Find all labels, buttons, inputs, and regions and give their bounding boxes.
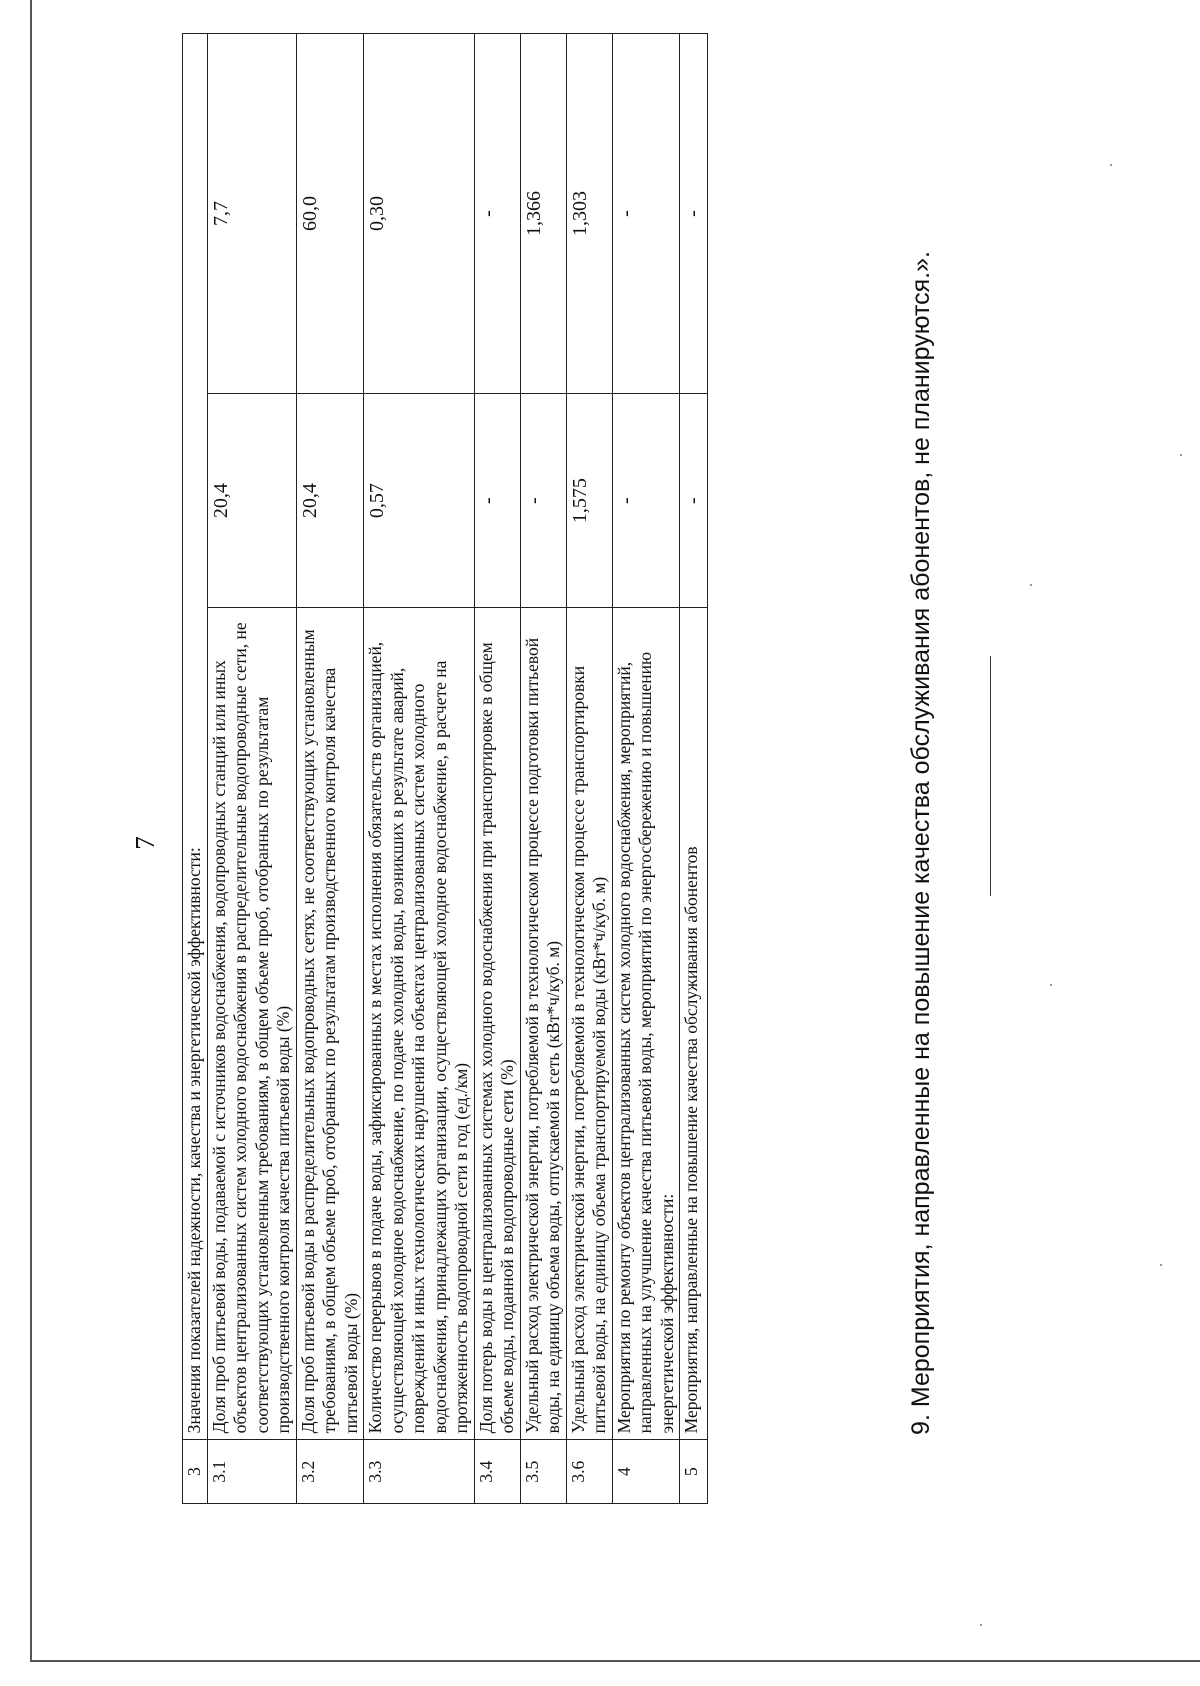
table-row bbox=[474, 34, 520, 1504]
value-cell: 1,303 bbox=[566, 34, 612, 394]
table-row bbox=[566, 34, 612, 1504]
value-cell: - bbox=[612, 393, 680, 607]
separator-line bbox=[990, 656, 991, 896]
value-cell: 20,4 bbox=[207, 393, 296, 607]
row-number: 3.2 bbox=[296, 1440, 364, 1504]
value-cell: - bbox=[680, 393, 708, 607]
row-number: 5 bbox=[680, 1440, 708, 1504]
closing-paragraph: 9. Мероприятия, направленные на повышение качества обслуживания абонентов, не планируются.». bbox=[907, 251, 935, 1435]
value-cell: 1,366 bbox=[520, 34, 566, 394]
table-row bbox=[680, 34, 708, 1504]
scan-speck bbox=[1160, 1264, 1162, 1266]
value-cell: 20,4 bbox=[296, 393, 364, 607]
value-cell: 60,0 bbox=[296, 34, 364, 394]
row-label: Доля проб питьевой воды в распределительных водопроводных сетях, не соответствующих установленным требованиям, в общем объеме проб, отобранных по результатам производственного контроля качества питьевой воды (%) bbox=[296, 608, 364, 1440]
table-row bbox=[207, 34, 296, 1504]
scan-speck bbox=[980, 1624, 982, 1626]
row-label: Доля проб питьевой воды, подаваемой с источников водоснабжения, водопроводных станций или иных объектов централизованных систем холодного водоснабжения в распределительные водопроводные сети, не соответствующих установленным требованиям, в общем объеме проб, отобранных по результатам производственного контроля качества питьевой воды (%) bbox=[207, 608, 296, 1440]
table-row bbox=[364, 34, 475, 1504]
row-number: 3.4 bbox=[474, 1440, 520, 1504]
indicators-table bbox=[182, 33, 708, 1504]
value-cell: 1,575 bbox=[566, 393, 612, 607]
row-label: Удельный расход электрической энергии, потребляемой в технологическом процессе транспортировки питьевой воды, на единицу объема транспортируемой воды (кВт*ч/куб. м) bbox=[566, 608, 612, 1440]
row-number: 4 bbox=[612, 1440, 680, 1504]
value-cell: - bbox=[680, 34, 708, 394]
value-cell: 7,7 bbox=[207, 34, 296, 394]
row-number: 3.1 bbox=[207, 1440, 296, 1504]
value-cell: - bbox=[474, 34, 520, 394]
value-cell: - bbox=[612, 34, 680, 394]
row-number: 3.6 bbox=[566, 1440, 612, 1504]
page-number: 7 bbox=[130, 836, 160, 850]
table-row bbox=[612, 34, 680, 1504]
row-label: Удельный расход электрической энергии, потребляемой в технологическом процессе подготовки питьевой воды, на единицу объема воды, отпускаемой в сеть (кВт*ч/куб. м) bbox=[520, 608, 566, 1440]
table-row bbox=[183, 34, 208, 1504]
row-label: Доля потерь воды в централизованных системах холодного водоснабжения при транспортировке в общем объеме воды, поданной в водопроводные сети (%) bbox=[474, 608, 520, 1440]
row-label: Мероприятия, направленные на повышение качества обслуживания абонентов bbox=[680, 608, 708, 1440]
value-cell: 0,30 bbox=[364, 34, 475, 394]
value-cell: - bbox=[520, 393, 566, 607]
scan-speck bbox=[1030, 584, 1032, 586]
value-cell: 0,57 bbox=[364, 393, 475, 607]
row-label: Количество перерывов в подаче воды, зафиксированных в местах исполнения обязательств организацией, осуществляющей холодное водоснабжение, по подаче холодной воды, возникших в результате аварий, повреждений и иных технологических нарушений на объектах централизованных систем холодного водоснабжения, принадлежащих организации, осуществляющей холодное водоснабжение, в расчете на протяженность водопроводной сети в год (ед./км) bbox=[364, 608, 475, 1440]
section-header: Значения показателей надежности, качества и энергетической эффективности: bbox=[183, 34, 208, 1440]
row-number: 3 bbox=[183, 1440, 208, 1504]
scan-speck bbox=[1050, 984, 1052, 986]
table-row bbox=[296, 34, 364, 1504]
row-number: 3.3 bbox=[364, 1440, 475, 1504]
row-number: 3.5 bbox=[520, 1440, 566, 1504]
scan-speck bbox=[1180, 454, 1182, 456]
value-cell: - bbox=[474, 393, 520, 607]
row-label: Мероприятия по ремонту объектов централизованных систем холодного водоснабжения, мероприятий, направленных на улучшение качества питьевой воды, мероприятий по энергосбережению и повышению энергетической эффективности: bbox=[612, 608, 680, 1440]
scan-speck bbox=[1110, 164, 1112, 166]
table-row bbox=[520, 34, 566, 1504]
